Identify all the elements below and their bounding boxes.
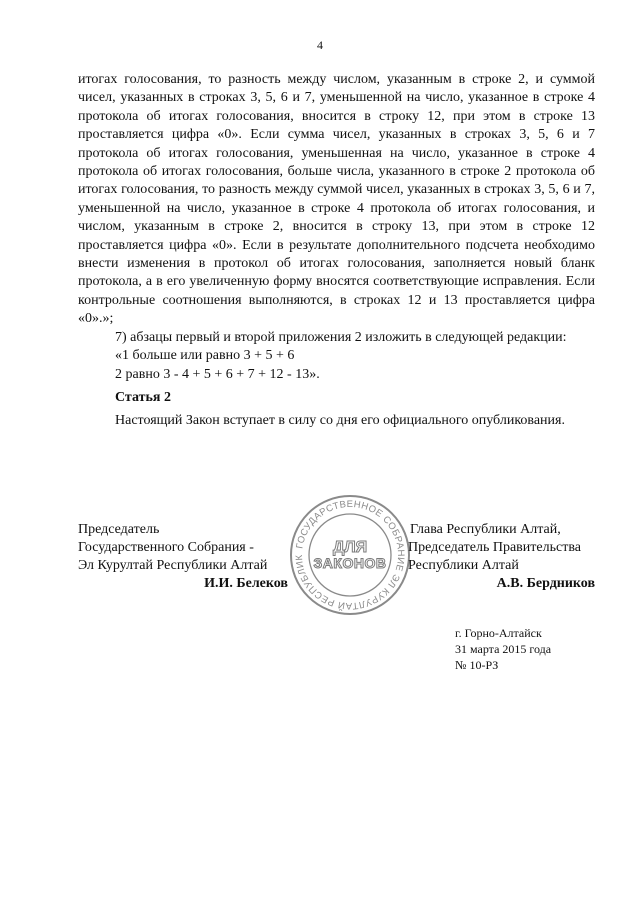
place-date: 31 марта 2015 года	[455, 642, 552, 656]
stamp-center-line1: ДЛЯ	[332, 539, 368, 556]
signature-left-line3: Эл Курултай Республики Алтай	[78, 558, 268, 573]
paragraph-continuation: итогах голосования, то разность между числом, указанным в строке 2, и суммой чисел, указанных в строках 3, 5, 6 и 7, уменьшенной на число, указанное в строке 4 протокола об итогах голосования, вносится в строку 12, при этом в строке 13 проставляется цифра «0». Если сумма чисел, указанных в строках 3, 5, 6 и 7 протокола об итогах голосования, уменьшенная на число, указанное в строке 4 протокола об итогах голосования, больше числа, указанного в строке 2 протокола об итогах голосования, то разность между суммой чисел, указанных в строках 3, 5, 6 и 7, уменьшенной на число, указанное в строке 4 протокола об итогах голосования, и числом, указанным в строке 2, вносится в строку 13, при этом в строке 12 проставляется цифра «0». Если в результате дополнительного подсчета необходимо внести изменения в протокол об итогах голосования, заполняется новый бланк протокола, а в его увеличенную форму вносятся соответствующие исправления. Если контрольные соотношения выполняются, в строках 12 и 13 проставляется цифра «0».»;	[78, 72, 595, 327]
official-stamp	[287, 492, 413, 618]
signature-right-line3: Республики Алтай	[408, 558, 519, 573]
signature-left-line2: Государственного Собрания -	[78, 540, 254, 555]
formula-line-2: 2 равно 3 - 4 + 5 + 6 + 7 + 12 - 13».	[115, 366, 320, 382]
paragraph-article-2: Настоящий Закон вступает в силу со дня его официального опубликования.	[115, 413, 565, 429]
signature-right-line1: Глава Республики Алтай,	[410, 522, 561, 537]
signature-left	[78, 521, 288, 593]
article-title: Статья 2	[115, 389, 171, 405]
signature-right	[408, 521, 595, 593]
signature-right-line2: Председатель Правительства	[408, 540, 581, 555]
stamp-ring-text: ГОСУДАРСТВЕННОЕ СОБРАНИЕ ЭЛ КУРУЛТАЙ РЕСПУБЛИК	[293, 498, 407, 612]
stamp-center-line2: ЗАКОНОВ	[313, 555, 387, 571]
formula-line-1: «1 больше или равно 3 + 5 + 6	[115, 348, 295, 364]
law-text	[78, 71, 595, 431]
law-number: № 10-РЗ	[455, 658, 499, 672]
signature-left-name: И.И. Белеков	[204, 576, 288, 591]
place-date-number	[455, 625, 551, 673]
place-city: г. Горно-Алтайск	[455, 626, 542, 640]
paragraph-item-7: 7) абзацы первый и второй приложения 2 изложить в следующей редакции:	[115, 329, 567, 345]
page-number: 4	[317, 38, 323, 52]
signature-right-name: А.В. Бердников	[496, 576, 595, 591]
signature-left-line1: Председатель	[78, 522, 160, 537]
